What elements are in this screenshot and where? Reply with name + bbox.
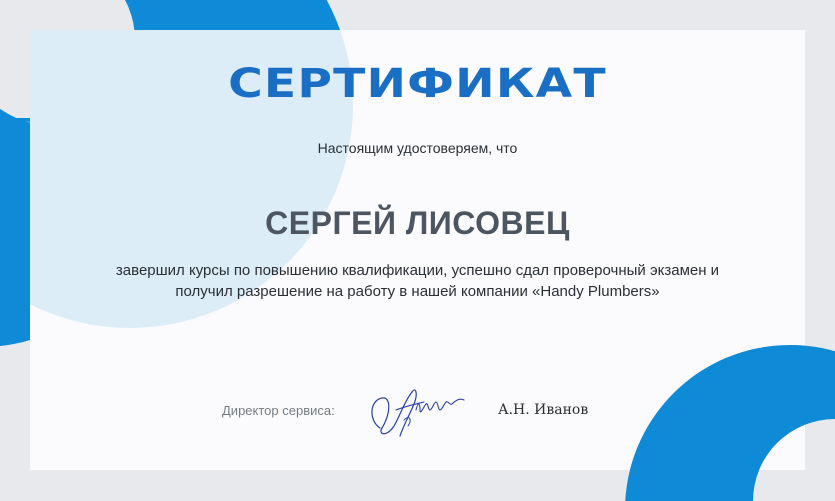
handwritten-signature <box>360 380 470 442</box>
signatory-label: Директор сервиса: <box>222 403 335 418</box>
intro-text: Настоящим удостоверяем, что <box>317 140 518 156</box>
certificate-body-text: завершил курсы по повышению квалификации, успешно сдал проверочный экзамен и получил разрешение на работу в нашей компании «Handy Plumbers» <box>115 262 720 300</box>
signatory-name: А.Н. Иванов <box>498 402 589 418</box>
certificate-title: СЕРТИФИКАТ <box>228 61 607 107</box>
recipient-name: СЕРГЕЙ ЛИСОВЕЦ <box>265 205 570 241</box>
